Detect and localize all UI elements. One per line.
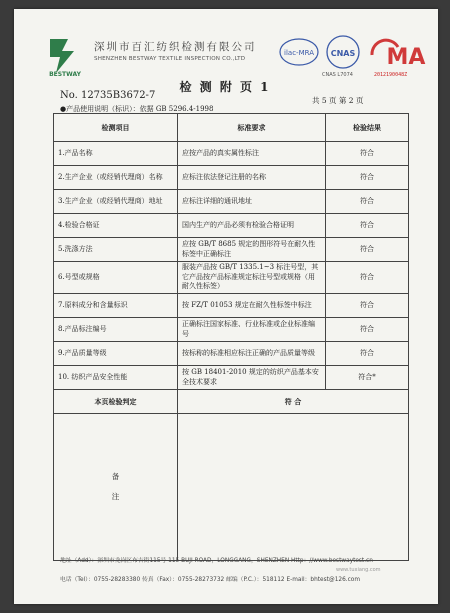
footer-address: 地址（Add）：深圳市龙岗区布吉街115号 115 BUJI ROAD，LONGGANG，SHENZHEN Http：//www.bestwaytest.cn bbox=[60, 558, 373, 564]
footer-contact: 电话（Tel）：0755-28283380 传真（Fax）：0755-28273732 邮编（P.C.）：518112 E-mail：bhtest@126.com bbox=[60, 577, 360, 583]
row-requirement: 国内生产的产品必须有检验合格证明 bbox=[178, 214, 326, 238]
table-row bbox=[54, 262, 409, 294]
row-item: 1.产品名称 bbox=[54, 142, 178, 166]
row-item: 9.产品质量等级 bbox=[54, 342, 178, 366]
cnas-seal-icon bbox=[320, 34, 366, 74]
table-row bbox=[54, 166, 409, 190]
cma-seal-icon bbox=[368, 37, 428, 73]
row-result: 符合 bbox=[326, 214, 409, 238]
row-requirement: 按 GB 18401-2010 规定的纺织产品基本安全技术要求 bbox=[178, 366, 326, 390]
row-requirement: 应按产品的真实属性标注 bbox=[178, 142, 326, 166]
report-number: No. 12735B3672-7 bbox=[60, 90, 156, 101]
header-result: 检验结果 bbox=[326, 114, 409, 142]
table-row bbox=[54, 366, 409, 390]
header-item: 检测项目 bbox=[54, 114, 178, 142]
row-item: 8.产品标注编号 bbox=[54, 318, 178, 342]
row-result: 符合 bbox=[326, 142, 409, 166]
cnas-number: CNAS L7074 bbox=[322, 72, 353, 78]
row-result: 符合 bbox=[326, 238, 409, 262]
page-title: 检 测 附 页 1 bbox=[179, 80, 271, 94]
ilac-mra-seal-icon bbox=[278, 35, 320, 69]
standard-note: ●产品使用说明（标识）：依据 GB 5296.4-1998 bbox=[60, 105, 214, 113]
table-row bbox=[54, 142, 409, 166]
table-header-row bbox=[54, 114, 409, 142]
row-result: 符合 bbox=[326, 318, 409, 342]
row-result: 符合 bbox=[326, 190, 409, 214]
row-requirement: 按 FZ/T 01053 规定在耐久性标签中标注 bbox=[178, 294, 326, 318]
inspection-table bbox=[53, 113, 409, 561]
table-row bbox=[54, 214, 409, 238]
overall-judgement-row bbox=[54, 390, 409, 414]
remark-label-char-1: 备 bbox=[111, 471, 120, 481]
row-result: 符合 bbox=[326, 294, 409, 318]
logo-label: BESTWAY bbox=[49, 71, 81, 78]
bestway-logo-icon bbox=[44, 35, 84, 75]
row-item: 5.洗涤方法 bbox=[54, 238, 178, 262]
remark-label bbox=[54, 414, 178, 561]
ilac-text: ilac-MRA bbox=[284, 49, 314, 57]
header-requirement: 标准要求 bbox=[178, 114, 326, 142]
cma-text: MA bbox=[386, 45, 426, 70]
watermark: www.tuxiang.com bbox=[336, 567, 381, 573]
remark-row bbox=[54, 414, 409, 561]
cnas-text: CNAS bbox=[330, 49, 356, 58]
row-result: 符合 bbox=[326, 262, 409, 294]
row-item: 3.生产企业（或经销代理商）地址 bbox=[54, 190, 178, 214]
row-item: 2.生产企业（或经销代理商）名称 bbox=[54, 166, 178, 190]
row-result: 符合* bbox=[326, 366, 409, 390]
remark-content bbox=[178, 414, 409, 561]
cma-number: 2012190048Z bbox=[374, 72, 408, 78]
row-requirement: 服装产品按 GB/T 1335.1~3 标注号型，其它产品按产品标准规定标注号型或规格（用耐久性标签） bbox=[178, 262, 326, 294]
table-row bbox=[54, 342, 409, 366]
page-info: 共 5 页 第 2 页 bbox=[312, 96, 364, 105]
remark-label-char-2: 注 bbox=[111, 492, 120, 501]
row-result: 符合 bbox=[326, 342, 409, 366]
row-requirement: 应按 GB/T 8685 规定的图形符号在耐久性标签中正确标注 bbox=[178, 238, 326, 262]
row-item: 7.原料成分和含量标识 bbox=[54, 294, 178, 318]
row-requirement: 正确标注国家标准、行业标准或企业标准编号 bbox=[178, 318, 326, 342]
row-requirement: 应标注详细的通讯地址 bbox=[178, 190, 326, 214]
table-row bbox=[54, 190, 409, 214]
table-row bbox=[54, 294, 409, 318]
row-result: 符合 bbox=[326, 166, 409, 190]
row-item: 10. 纺织产品安全性能 bbox=[54, 366, 178, 390]
overall-result: 符 合 bbox=[178, 390, 409, 414]
company-name-cn: 深圳市百汇纺织检测有限公司 bbox=[94, 41, 257, 53]
row-item: 6.号型或规格 bbox=[54, 262, 178, 294]
row-requirement: 按标称的标准相应标注正确的产品质量等级 bbox=[178, 342, 326, 366]
row-requirement: 应标注依法登记注册的名称 bbox=[178, 166, 326, 190]
company-name-en: SHENZHEN BESTWAY TEXTILE INSPECTION CO.,LTD bbox=[94, 56, 246, 62]
table-row bbox=[54, 318, 409, 342]
row-item: 4.检验合格证 bbox=[54, 214, 178, 238]
table-row bbox=[54, 238, 409, 262]
overall-label: 本页检验判定 bbox=[54, 390, 178, 414]
